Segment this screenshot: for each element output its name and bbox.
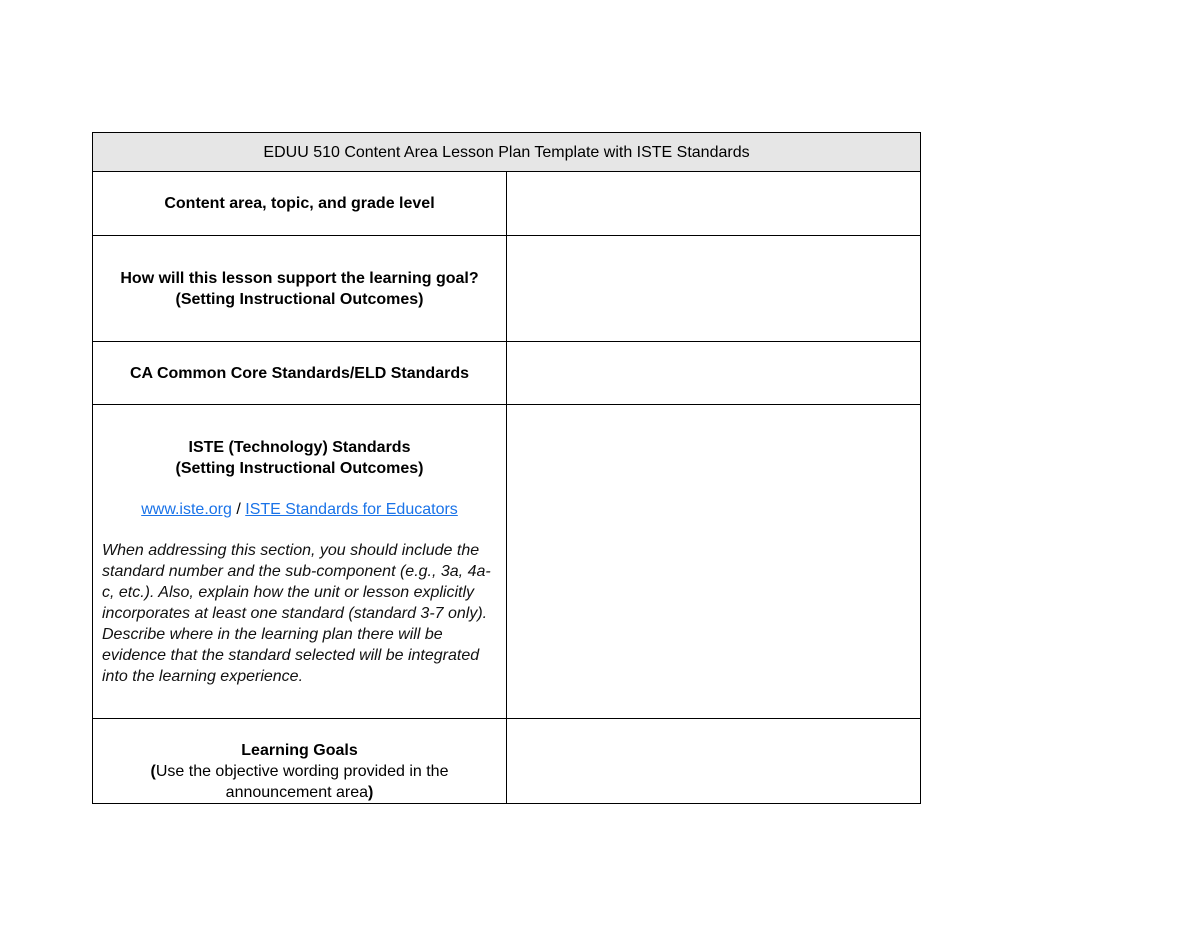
row-label-subtext: (Setting Instructional Outcomes) [175,459,424,477]
link-separator: / [231,500,246,518]
table-row [93,405,921,719]
iste-links [102,499,497,520]
row-value-content-area[interactable] [507,172,921,236]
row-value-learning-goals[interactable] [507,719,921,804]
row-label-subtext: (Setting Instructional Outcomes) [175,290,424,308]
row-label-text: How will this lesson support the learning goal? [120,269,479,287]
learning-goals-note: Use the objective wording provided in the announcement area [155,763,449,801]
table-title-row [93,133,921,172]
row-label-subtext [151,763,449,801]
row-value-iste-standards[interactable] [507,405,921,719]
row-label-text: ISTE (Technology) Standards [188,438,411,456]
paren-open: ( [150,763,156,780]
row-label-ca-standards: CA Common Core Standards/ELD Standards [93,342,507,405]
paren-close: ) [368,784,374,801]
iste-instructions: When addressing this section, you should include the standard number and the sub-component (e.g., 3a, 4a-c, etc.). Also, explain how the unit or lesson explicitly incorporates at least one standard (standard 3-7 only). Describe where in the learning plan there will be evidence that the standard selected will be integrated into the learning experience. [102,541,491,685]
row-label-text: Learning Goals [241,742,358,759]
iste-website-link[interactable]: www.iste.org [141,500,232,518]
row-label-learning-goals [93,719,507,804]
table-row [93,719,921,804]
table-row [93,236,921,342]
row-label-content-area: Content area, topic, and grade level [93,172,507,236]
row-label-learning-goal-support [93,236,507,342]
table-row [93,342,921,405]
table-title: EDUU 510 Content Area Lesson Plan Template with ISTE Standards [93,133,921,172]
iste-standards-educators-link[interactable]: ISTE Standards for Educators [245,500,458,518]
row-value-ca-standards[interactable] [507,342,921,405]
table-row [93,172,921,236]
lesson-plan-table [92,132,921,804]
row-value-learning-goal-support[interactable] [507,236,921,342]
row-label-iste-standards [93,405,507,719]
